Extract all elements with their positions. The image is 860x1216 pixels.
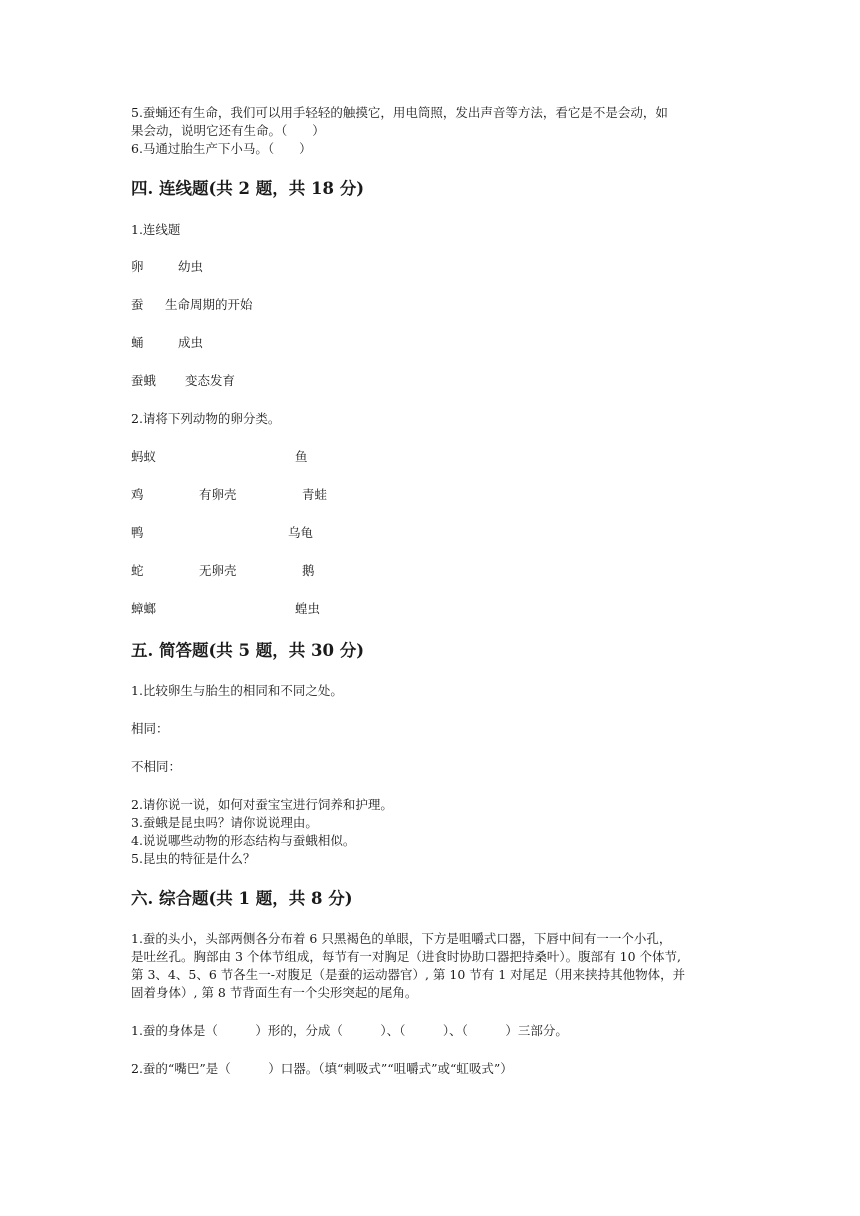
matching-1-left-2: 蚕 xyxy=(131,297,144,312)
matching-1-left-1: 卵 xyxy=(131,259,144,274)
short-answer-question-3: 3.蚕蛾是昆虫吗？请你说说理由。 xyxy=(131,815,318,830)
classify-middle-4: 无卵壳 xyxy=(199,563,237,578)
comprehensive-passage-line-3: 第 3、4、5、6 节各生一-对腹足（是蚕的运动器官）, 第 10 节有 1 对尾足（用来挟持其他物体，并 xyxy=(131,967,686,982)
short-answer-question-5: 5.昆虫的特征是什么？ xyxy=(131,851,256,866)
classify-right-3: 乌龟 xyxy=(288,525,314,540)
matching-1-left-4: 蚕蛾 xyxy=(131,373,157,388)
short-answer-question-4: 4.说说哪些动物的形态结构与蚕蛾相似。 xyxy=(131,833,356,848)
comprehensive-passage-line-2: 是吐丝孔。胸部由 3 个体节组成，每节有一对胸足（进食时协助口器把持桑叶）。腹部有 10 个体节, xyxy=(131,949,681,964)
comprehensive-sub-question-2: 2.蚕的“嘴巴”是（ ）口器。（填“刺吸式”“咀嚼式”或“虹吸式”） xyxy=(131,1061,513,1076)
comprehensive-passage-line-1: 1.蚕的头小，头部两侧各分布着 6 只黑褐色的单眼，下方是咀嚼式口器，下唇中间有一一个小孔， xyxy=(131,931,672,946)
section-4-heading: 四. 连线题(共 2 题，共 18 分) xyxy=(131,179,365,198)
matching-1-right-2: 生命周期的开始 xyxy=(165,297,253,312)
section-6-heading: 六. 综合题(共 1 题，共 8 分) xyxy=(131,889,353,908)
judge-question-6: 6.马通过胎生产下小马。（ ） xyxy=(131,141,312,156)
classify-left-3: 鸭 xyxy=(131,525,144,540)
classify-right-5: 蝗虫 xyxy=(295,601,321,616)
classify-right-1: 鱼 xyxy=(295,449,308,464)
matching-1-left-3: 蛹 xyxy=(131,335,144,350)
comprehensive-sub-question-1: 1.蚕的身体是（ ）形的，分成（ ）、（ ）、（ ）三部分。 xyxy=(131,1023,568,1038)
short-answer-question-2: 2.请你说一说，如何对蚕宝宝进行饲养和护理。 xyxy=(131,797,393,812)
matching-question-1-title: 1.连线题 xyxy=(131,222,181,237)
classify-left-4: 蛇 xyxy=(131,563,144,578)
classify-right-4: 鹅 xyxy=(302,563,315,578)
matching-question-2-title: 2.请将下列动物的卵分类。 xyxy=(131,411,281,426)
answer-label-different: 不相同： xyxy=(131,759,182,774)
judge-question-5-line-2: 果会动，说明它还有生命。（ ） xyxy=(131,123,325,138)
short-answer-question-1: 1.比较卵生与胎生的相同和不同之处。 xyxy=(131,683,343,698)
classify-left-1: 蚂蚁 xyxy=(131,449,157,464)
judge-question-5-line-1: 5.蚕蛹还有生命，我们可以用手轻轻的触摸它，用电筒照，发出声音等方法，看它是不是会动，如 xyxy=(131,105,668,120)
matching-1-right-4: 变态发育 xyxy=(185,373,236,388)
classify-middle-2: 有卵壳 xyxy=(199,487,237,502)
comprehensive-passage-line-4: 固着身体）, 第 8 节背面生有一个尖形突起的尾角。 xyxy=(131,985,418,1000)
classify-left-5: 蟑螂 xyxy=(131,601,157,616)
matching-1-right-3: 成虫 xyxy=(178,335,204,350)
section-5-heading: 五. 简答题(共 5 题，共 30 分) xyxy=(131,641,365,660)
answer-label-same: 相同： xyxy=(131,721,169,736)
classify-right-2: 青蛙 xyxy=(302,487,328,502)
classify-left-2: 鸡 xyxy=(131,487,144,502)
matching-1-right-1: 幼虫 xyxy=(178,259,204,274)
